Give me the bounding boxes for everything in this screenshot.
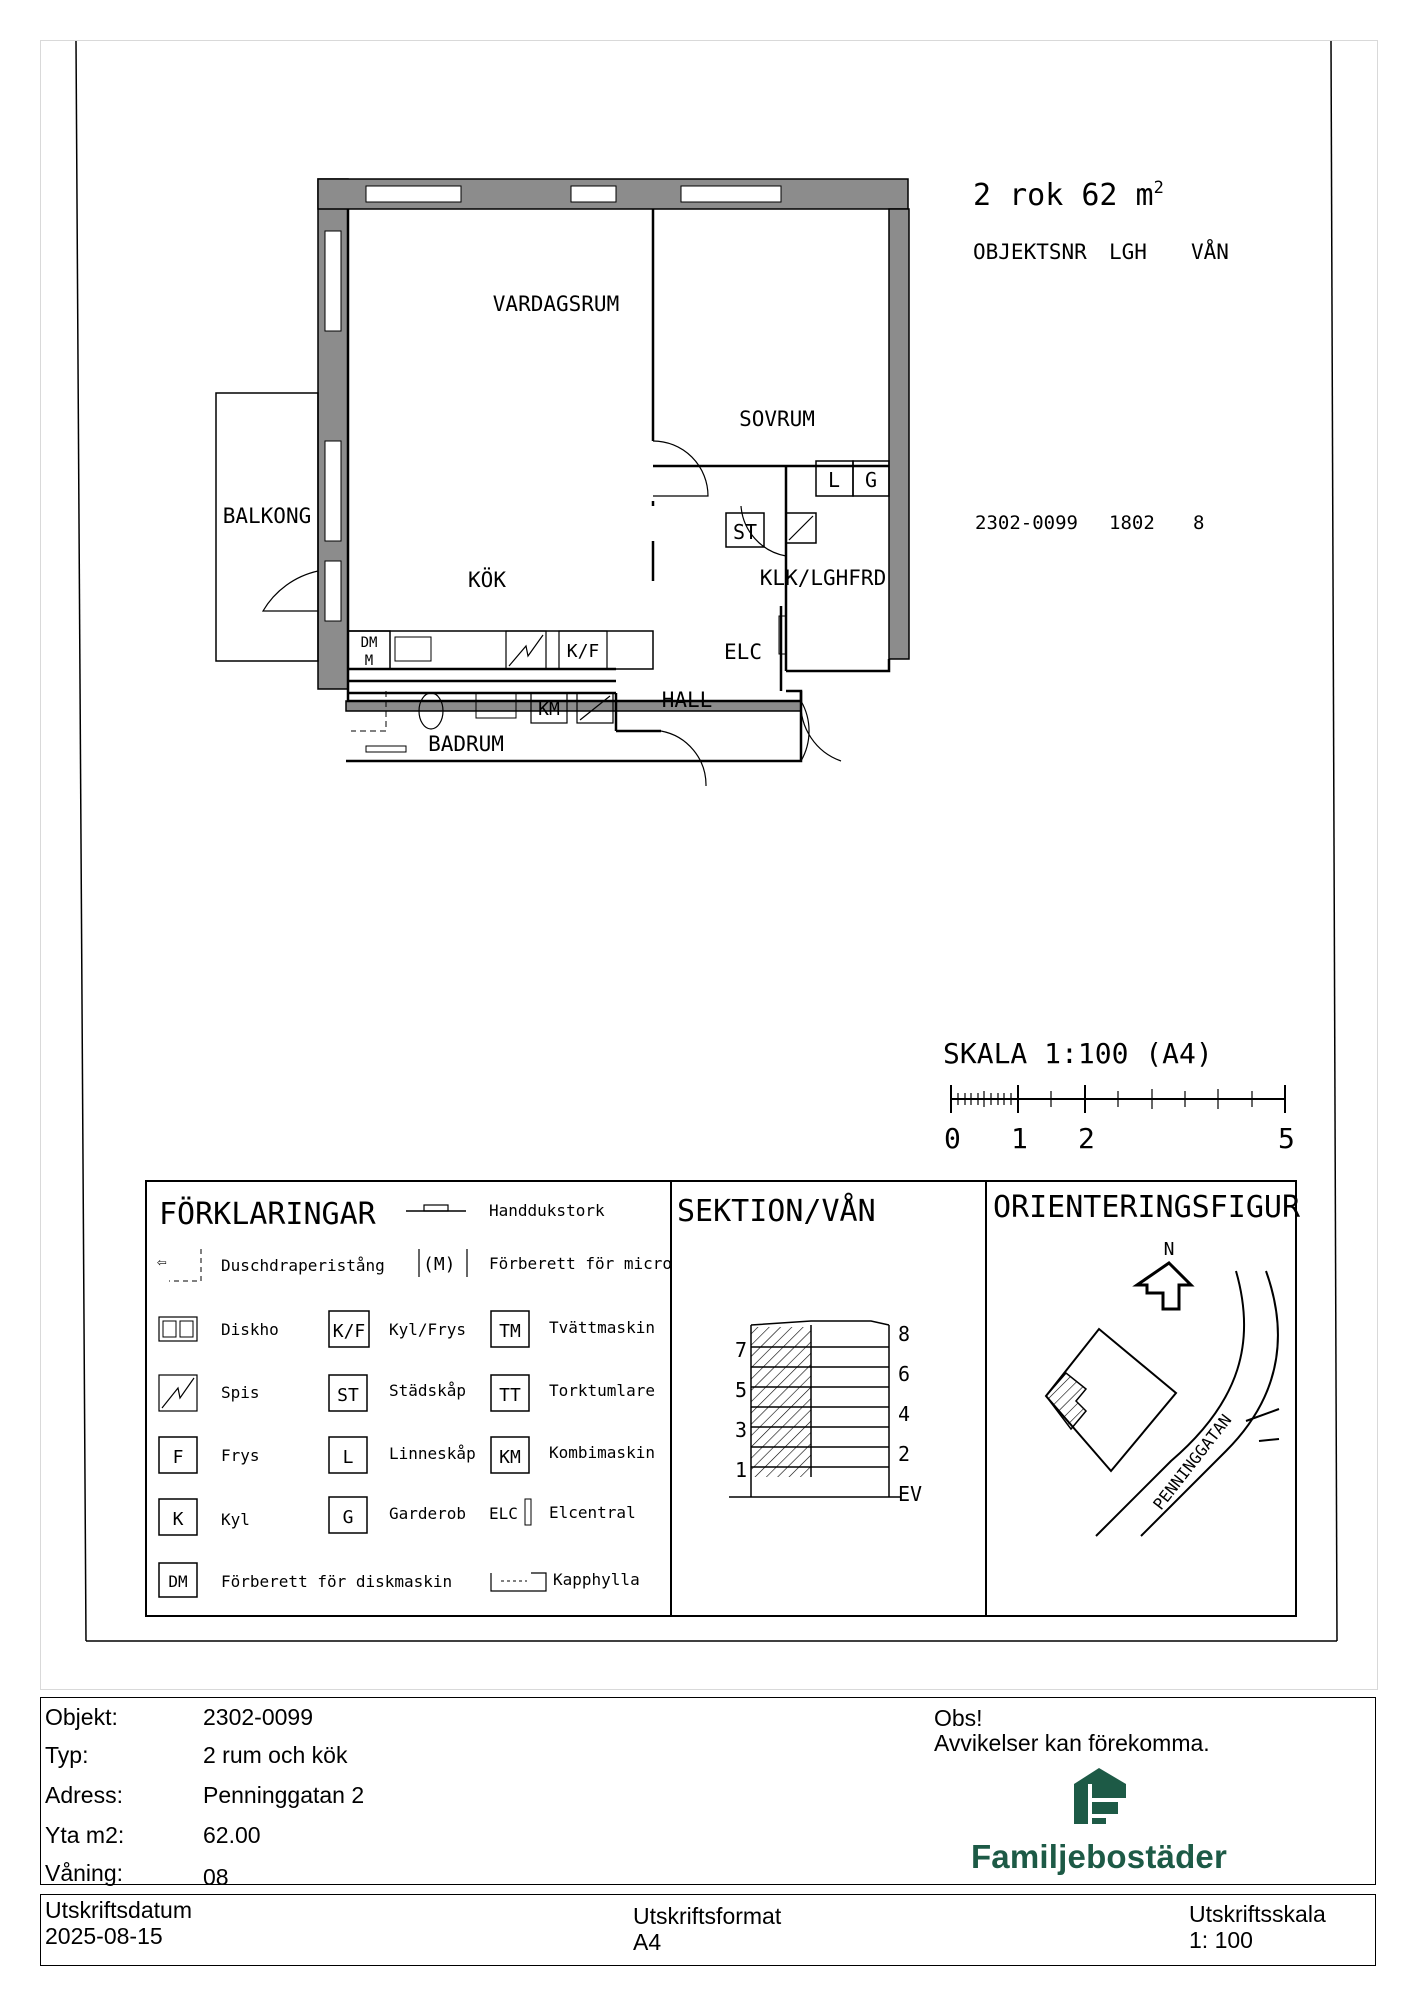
value-lgh: 1802 [1109,512,1155,534]
print-date-label: Utskriftsdatum [45,1897,192,1923]
north-arrow-icon [1137,1263,1191,1309]
disclaimer-note [934,1706,1210,1756]
legend-kylfrys: Kyl/Frys [389,1320,467,1339]
print-date [45,1897,192,1949]
legend-elc-symbol: ELC [489,1504,518,1523]
room-balkong: BALKONG [222,504,312,528]
column-van: VÅN [1191,240,1229,264]
balcony-door-swing [263,571,318,611]
value-objektsnr: 2302-0099 [975,512,1078,534]
section-floor-8: 8 [898,1322,911,1346]
floor-plan-drawing [41,41,1377,1689]
legend-stadskap: Städskåp [389,1381,467,1400]
room-elc: ELC [724,640,762,664]
room-hall: HALL [661,688,713,712]
legend-k-symbol: K [172,1509,184,1530]
section-floor-7: 7 [735,1338,748,1362]
legend-stove-icon [159,1375,197,1411]
vaning-label: Våning: [45,1860,124,1886]
orientation-title: ORIENTERINGSFIGUR [993,1190,1301,1225]
print-format [633,1903,781,1955]
typ-label: Typ: [45,1742,89,1768]
closet-l-label: L [827,468,841,492]
drawing-sheet [40,40,1378,1690]
legend-micro: Förberett för micro [489,1254,673,1273]
floor-plan [216,179,909,786]
frame-line-left [76,41,86,1641]
towel-rail-icon [366,746,406,752]
legend-tt-symbol: TT [499,1385,521,1406]
scale-bar [943,1037,1295,1155]
legend-title: FÖRKLARINGAR [159,1197,376,1232]
cleaning-cabinet-label: ST [732,520,758,544]
legend-garderob: Garderob [389,1504,467,1523]
yta-label: Yta m2: [45,1822,125,1848]
legend-kyl: Kyl [221,1510,250,1529]
note-title: Obs! [934,1705,983,1731]
column-lgh: LGH [1109,240,1147,264]
legend-kf-symbol: K/F [332,1321,366,1342]
scale-title: SKALA 1:100 (A4) [943,1037,1213,1070]
scale-tick-2: 2 [1078,1122,1095,1155]
orientation-figure [993,1190,1301,1536]
print-date-value: 2025-08-15 [45,1923,163,1949]
print-format-value: A4 [633,1929,662,1955]
section-floor-2: 2 [898,1442,911,1466]
microwave-label: M [364,653,374,669]
frame-line-right [1331,41,1337,1641]
badrum-door-swing [661,731,706,786]
fridge-freezer-label: K/F [566,641,600,662]
print-scale [1189,1901,1326,1953]
entrance-door-swing [801,701,841,761]
section-floor-1: 1 [735,1458,748,1482]
scale-tick-0: 0 [944,1122,961,1155]
section-floor-4: 4 [898,1402,911,1426]
legend-micro-symbol: (M) [423,1254,456,1275]
legend-diskho: Diskho [221,1320,279,1339]
column-objektsnr: OBJEKTSNR [973,240,1087,264]
print-scale-label: Utskriftsskala [1189,1901,1326,1927]
print-scale-value: 1: 100 [1189,1927,1253,1953]
section-floor-5: 5 [735,1378,748,1402]
combi-machine-label: KM [538,699,560,720]
legend-linneskap: Linneskåp [389,1444,476,1463]
value-van: 8 [1193,512,1205,534]
scale-tick-5: 5 [1278,1122,1295,1155]
vaning-value: 08 [203,1864,229,1890]
legend-torktumlare: Torktumlare [549,1381,655,1400]
legend-duschdraperistang: Duschdraperistång [221,1256,385,1275]
brand-mark-icon [959,1766,1239,1836]
adress-value: Penninggatan 2 [203,1782,365,1808]
legend-kapphylla: Kapphylla [553,1570,640,1589]
section-floor-6: 6 [898,1362,911,1386]
windows [325,186,781,621]
room-sovrum: SOVRUM [739,407,815,431]
legend [157,1196,672,1597]
legend-frys: Frys [221,1446,260,1465]
street-name: PENNINGGATAN [1149,1410,1236,1514]
legend-g-symbol: G [342,1507,354,1528]
legend-f-symbol: F [172,1447,184,1468]
plan-headline: 2 rok 62 $m^2$ [973,178,1164,213]
sink-icon [395,637,431,661]
section-title: SEKTION/VÅN [677,1194,876,1229]
brand-logo [959,1766,1239,1876]
legend-km-symbol: KM [499,1447,521,1468]
room-kok: KÖK [468,568,506,592]
print-info-box [40,1894,1376,1966]
legend-l-symbol: L [342,1447,354,1468]
yta-value: 62.00 [203,1822,261,1848]
room-vardagsrum: VARDAGSRUM [492,292,620,316]
legend-tvattmaskin: Tvättmaskin [549,1318,655,1337]
legend-st-symbol: ST [337,1385,359,1406]
adress-label: Adress: [45,1782,123,1808]
legend-spis: Spis [221,1383,260,1402]
closet-g-label: G [864,468,878,492]
section-floor-3: 3 [735,1418,748,1442]
room-klk: KLK/LGHFRD [759,566,887,590]
note-text: Avvikelser kan förekomma. [934,1730,1210,1756]
legend-kombimaskin: Kombimaskin [549,1443,655,1462]
property-info-box [40,1697,1376,1890]
svg-text:⇦: ⇦ [157,1252,167,1271]
objekt-value: 2302-0099 [203,1704,313,1730]
room-badrum: BADRUM [428,732,504,756]
dishwasher-label: DM [360,635,378,651]
legend-dm-symbol: DM [168,1572,188,1591]
print-format-label: Utskriftsformat [633,1903,782,1929]
objekt-label: Objekt: [45,1704,118,1730]
sovrum-door-swing [653,441,708,496]
north-label: N [1163,1239,1175,1260]
legend-coat-rack-icon [491,1573,546,1591]
legend-handdukstork: Handdukstork [489,1201,605,1220]
legend-elcentral: Elcentral [549,1503,636,1522]
legend-diskmaskin: Förberett för diskmaskin [221,1572,453,1591]
brand-name: Familjebostäder [970,1838,1228,1875]
scale-tick-1: 1 [1011,1122,1028,1155]
section-floor-ev: EV [898,1482,923,1506]
section-diagram [677,1193,922,1506]
typ-value: 2 rum och kök [203,1742,348,1768]
legend-tm-symbol: TM [499,1321,521,1342]
